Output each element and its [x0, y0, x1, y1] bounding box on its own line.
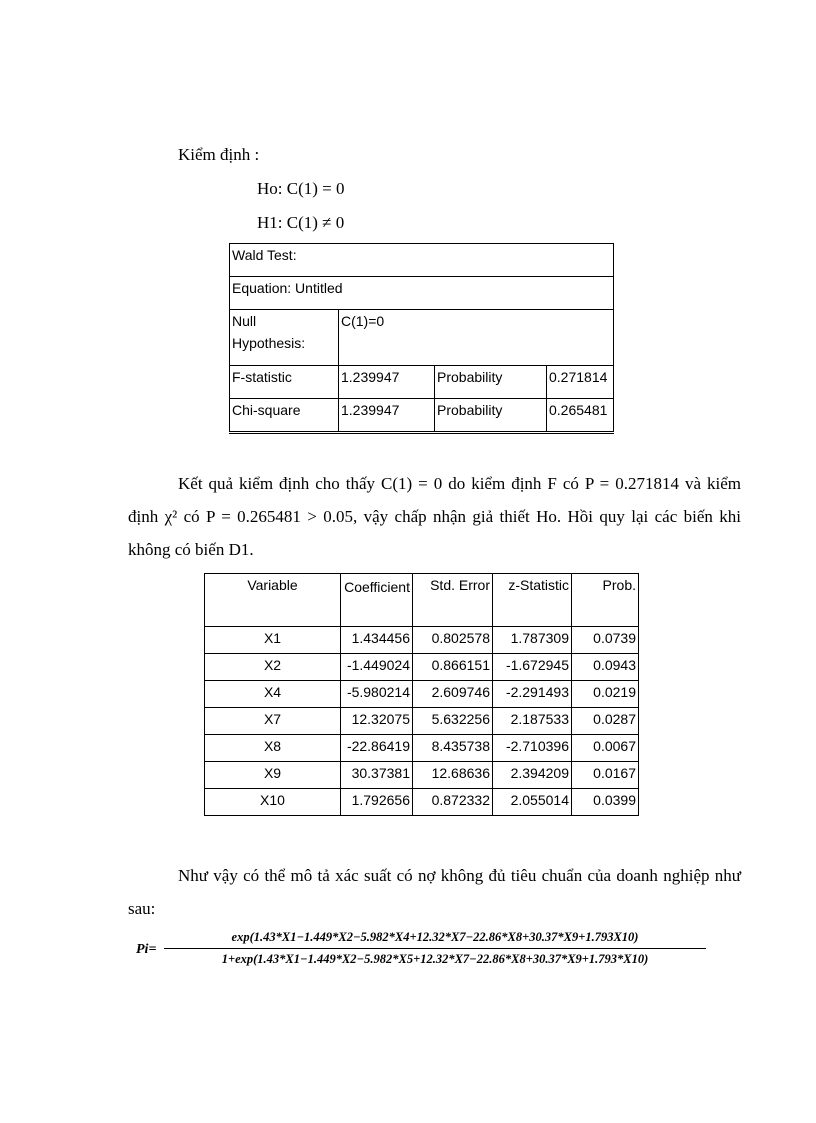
- wald-test-table: [229, 243, 614, 434]
- coefficient-cell: 1.792656: [341, 789, 413, 816]
- variable-cell: X9: [205, 762, 341, 789]
- prob-cell: 0.0943: [572, 654, 639, 681]
- std-error-cell: 12.68636: [413, 762, 493, 789]
- wald-stat-label: Chi-square: [230, 399, 339, 433]
- variable-cell: X10: [205, 789, 341, 816]
- coefficient-cell: 30.37381: [341, 762, 413, 789]
- prob-cell: 0.0399: [572, 789, 639, 816]
- wald-stat-label: F-statistic: [230, 366, 339, 399]
- z-stat-cell: 2.187533: [493, 708, 572, 735]
- wald-chi-row: [230, 399, 614, 433]
- wald-title: Wald Test:: [230, 244, 614, 277]
- table-row: [205, 762, 639, 789]
- header-coefficient: Coefficient: [341, 574, 413, 627]
- z-stat-cell: 1.787309: [493, 627, 572, 654]
- formula-denominator: 1+exp(1.43*X1−1.449*X2−5.982*X5+12.32*X7−22.86*X8+30.37*X9+1.793*X10): [221, 952, 649, 966]
- wald-f-row: [230, 366, 614, 399]
- coefficient-cell: -1.449024: [341, 654, 413, 681]
- table-row: [205, 681, 639, 708]
- conclusion-paragraph: [128, 859, 741, 925]
- result-text: Kết quả kiểm định cho thấy C(1) = 0 do kiểm định F có P = 0.271814 và kiểm định χ² có P = 0.265481 > 0.05, vậy chấp nhận giả thiết Ho. Hồi quy lại các biến khi không có biến D1.: [128, 474, 741, 559]
- header-prob: Prob.: [572, 574, 639, 627]
- variable-cell: X1: [205, 627, 341, 654]
- prob-cell: 0.0219: [572, 681, 639, 708]
- conclusion-text: Như vậy có thể mô tả xác suất có nợ không đủ tiêu chuẩn của doanh nghiệp như sau:: [128, 866, 741, 918]
- formula-numerator: exp(1.43*X1−1.449*X2−5.982*X4+12.32*X7−22.86*X8+30.37*X9+1.793X10): [164, 930, 706, 949]
- std-error-cell: 8.435738: [413, 735, 493, 762]
- wald-equation-row: [230, 277, 614, 310]
- formula-lhs: Pi=: [136, 942, 157, 957]
- variable-cell: X7: [205, 708, 341, 735]
- wald-null-value: C(1)=0: [339, 310, 614, 366]
- table-row: [205, 654, 639, 681]
- wald-prob-label: Probability: [435, 366, 547, 399]
- wald-null-label: [230, 310, 339, 366]
- z-stat-cell: 2.394209: [493, 762, 572, 789]
- wald-stat-value: 1.239947: [339, 399, 435, 433]
- z-stat-cell: -2.710396: [493, 735, 572, 762]
- result-paragraph: [128, 467, 741, 566]
- coefficient-cell: -5.980214: [341, 681, 413, 708]
- regression-table: [204, 573, 639, 816]
- header-z-statistic: z-Statistic: [493, 574, 572, 627]
- table-row: [205, 708, 639, 735]
- table-row: [205, 627, 639, 654]
- table-row: [205, 735, 639, 762]
- null-label-line1: Null: [232, 313, 257, 329]
- std-error-cell: 5.632256: [413, 708, 493, 735]
- wald-equation: Equation: Untitled: [230, 277, 614, 310]
- z-stat-cell: -2.291493: [493, 681, 572, 708]
- prob-cell: 0.0067: [572, 735, 639, 762]
- hypothesis-h1: H1: C(1) ≠ 0: [257, 213, 345, 232]
- header-variable: Variable: [205, 574, 341, 627]
- variable-cell: X8: [205, 735, 341, 762]
- coefficient-cell: -22.86419: [341, 735, 413, 762]
- variable-cell: X2: [205, 654, 341, 681]
- test-heading: Kiểm định :: [178, 145, 260, 164]
- table-row: [205, 789, 639, 816]
- z-stat-cell: 2.055014: [493, 789, 572, 816]
- std-error-cell: 0.802578: [413, 627, 493, 654]
- hypothesis-h0: Ho: C(1) = 0: [257, 179, 345, 198]
- header-std-error: Std. Error: [413, 574, 493, 627]
- null-label-line2: Hypothesis:: [232, 335, 306, 351]
- wald-prob-label: Probability: [435, 399, 547, 433]
- variable-cell: X4: [205, 681, 341, 708]
- formula-fraction: [164, 930, 706, 967]
- wald-title-row: [230, 244, 614, 277]
- std-error-cell: 0.872332: [413, 789, 493, 816]
- std-error-cell: 2.609746: [413, 681, 493, 708]
- wald-prob-value: 0.271814: [547, 366, 614, 399]
- coefficient-cell: 12.32075: [341, 708, 413, 735]
- prob-cell: 0.0167: [572, 762, 639, 789]
- wald-null-row: [230, 310, 614, 366]
- coefficient-cell: 1.434456: [341, 627, 413, 654]
- prob-cell: 0.0739: [572, 627, 639, 654]
- prob-cell: 0.0287: [572, 708, 639, 735]
- z-stat-cell: -1.672945: [493, 654, 572, 681]
- std-error-cell: 0.866151: [413, 654, 493, 681]
- wald-stat-value: 1.239947: [339, 366, 435, 399]
- regression-header-row: [205, 574, 639, 627]
- wald-prob-value: 0.265481: [547, 399, 614, 433]
